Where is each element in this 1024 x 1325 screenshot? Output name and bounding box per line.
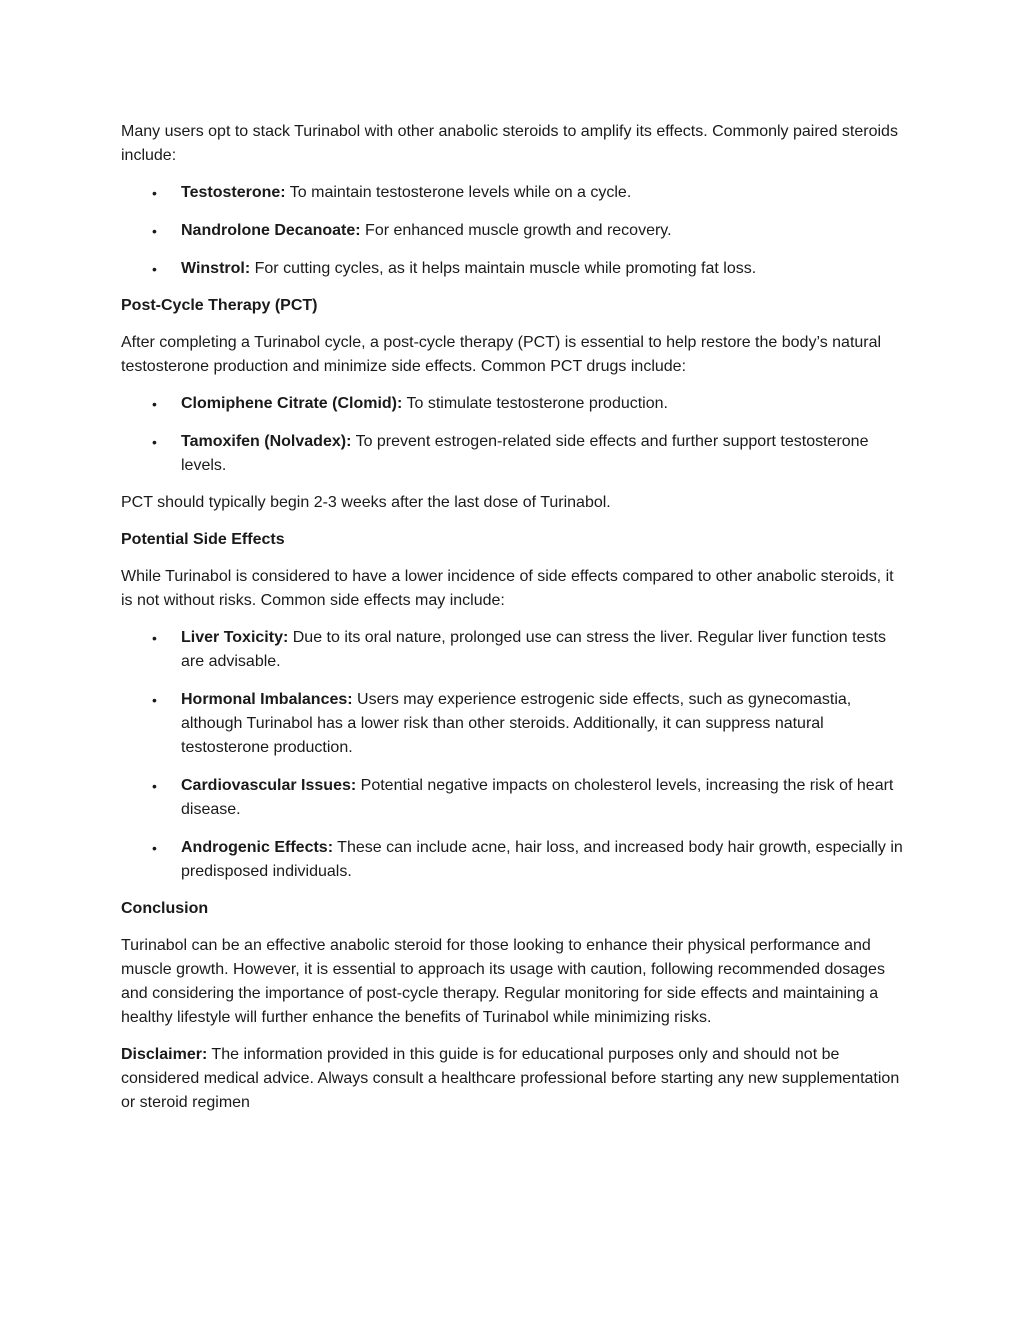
- bullet-icon: •: [152, 840, 157, 856]
- list-item: [121, 774, 906, 822]
- list-item-desc: Potential negative impacts on cholesterol levels, increasing the risk of heart disease.: [181, 777, 894, 818]
- list-item-term: Testosterone:: [181, 184, 286, 201]
- list-item-desc: To maintain testosterone levels while on a cycle.: [285, 184, 632, 201]
- list-item: [121, 626, 906, 674]
- list-item-desc: Due to its oral nature, prolonged use can stress the liver. Regular liver function tests are advisable.: [181, 629, 886, 670]
- list-item: [121, 836, 906, 884]
- bullet-icon: •: [152, 778, 157, 794]
- side-effects-list: [121, 626, 906, 884]
- list-item-term: Cardiovascular Issues:: [181, 777, 357, 794]
- bullet-icon: •: [152, 630, 157, 646]
- list-item-desc: To prevent estrogen-related side effects and further support testosterone levels.: [181, 433, 869, 474]
- list-item: [121, 257, 906, 281]
- disclaimer-text: The information provided in this guide is for educational purposes only and should not be considered medical advice. Always consult a healthcare professional before starting any new supplementation or steroid regimen: [121, 1046, 900, 1111]
- list-item-desc: For enhanced muscle growth and recovery.: [360, 222, 672, 239]
- list-item-term: Clomiphene Citrate (Clomid):: [181, 395, 403, 412]
- list-item-term: Liver Toxicity:: [181, 629, 289, 646]
- list-item-term: Nandrolone Decanoate:: [181, 222, 361, 239]
- conclusion-paragraph: Turinabol can be an effective anabolic steroid for those looking to enhance their physical performance and muscle growth. However, it is essential to approach its usage with caution, following recommended dosages and considering the importance of post-cycle therapy. Regular monitoring for side effects and maintaining a healthy lifestyle will further enhance the benefits of Turinabol while minimizing risks.: [121, 937, 885, 1026]
- disclaimer-label: Disclaimer:: [121, 1046, 208, 1063]
- bullet-icon: •: [152, 692, 157, 708]
- list-item: [121, 688, 906, 760]
- disclaimer-paragraph: [121, 1043, 906, 1115]
- list-item-term: Hormonal Imbalances:: [181, 691, 353, 708]
- list-item: [121, 430, 906, 478]
- list-item-desc: Users may experience estrogenic side effects, such as gynecomastia, although Turinabol has a lower risk than other steroids. Additionally, it can suppress natural testosterone production.: [181, 691, 852, 756]
- list-item-desc: For cutting cycles, as it helps maintain muscle while promoting fat loss.: [250, 260, 757, 277]
- bullet-icon: •: [152, 261, 157, 277]
- pct-list: [121, 392, 906, 478]
- list-item-term: Tamoxifen (Nolvadex):: [181, 433, 352, 450]
- list-item-desc: To stimulate testosterone production.: [402, 395, 668, 412]
- list-item: [121, 219, 906, 243]
- side-effects-intro-paragraph: While Turinabol is considered to have a lower incidence of side effects compared to other anabolic steroids, it is not without risks. Common side effects may include:: [121, 568, 894, 609]
- stack-list: [121, 181, 906, 281]
- list-item-term: Winstrol:: [181, 260, 251, 277]
- intro-paragraph: Many users opt to stack Turinabol with other anabolic steroids to amplify its effects. Commonly paired steroids include:: [121, 123, 898, 164]
- pct-intro-paragraph: After completing a Turinabol cycle, a post-cycle therapy (PCT) is essential to help restore the body’s natural testosterone production and minimize side effects. Common PCT drugs include:: [121, 334, 882, 375]
- list-item: [121, 392, 906, 416]
- bullet-icon: •: [152, 396, 157, 412]
- bullet-icon: •: [152, 434, 157, 450]
- list-item-term: Androgenic Effects:: [181, 839, 334, 856]
- pct-note-paragraph: PCT should typically begin 2-3 weeks after the last dose of Turinabol.: [121, 494, 611, 511]
- document-page: [121, 120, 906, 1128]
- section-heading-side-effects: Potential Side Effects: [121, 531, 285, 548]
- bullet-icon: •: [152, 185, 157, 201]
- list-item: [121, 181, 906, 205]
- section-heading-conclusion: Conclusion: [121, 900, 209, 917]
- bullet-icon: •: [152, 223, 157, 239]
- list-item-desc: These can include acne, hair loss, and increased body hair growth, especially in predisposed individuals.: [181, 839, 903, 880]
- section-heading-pct: Post-Cycle Therapy (PCT): [121, 297, 318, 314]
